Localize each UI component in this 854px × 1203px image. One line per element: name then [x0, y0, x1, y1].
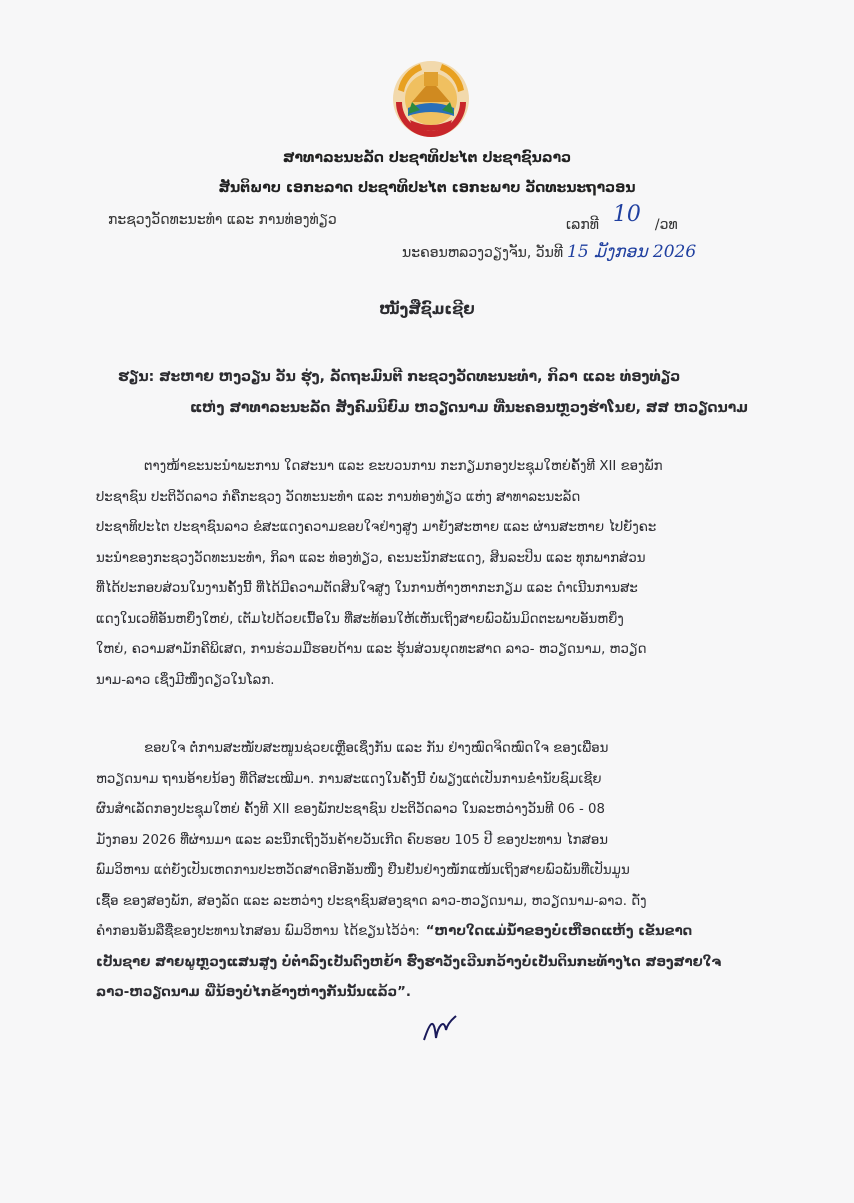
paragraph-line: ໃຫຍ່, ຄວາມສາມັກຄີພິເສດ, ການຮ່ວມມືຮອບດ້ານ ແລະ ຮຸ້ນສ່ວນຍຸດທະສາດ ລາວ- ຫວຽດນາມ, ຫວຽດ	[96, 642, 647, 657]
quote-line: “ຫາບໃດແມ່ນ້ຳຂອງບໍ່ເຫືອດແຫ້ງ ເຂັນຂາດ	[425, 924, 693, 939]
paragraph-line: ເຊື້ອ ຂອງສອງພັກ, ສອງລັດ ແລະ ລະຫວ່າງ ປະຊາຊົນສອງຊາດ ລາວ-ຫວຽດນາມ, ຫວຽດນາມ-ລາວ. ດັ່ງ	[96, 893, 647, 909]
paragraph-line: ຕາງໜ້າຂະນະນຳພະການ ໃດສະນາ ແລະ ຂະບວນການ ກະກຽມກອງປະຊຸມໃຫຍ່ຄັ້ງທີ XII ຂອງພັກ	[144, 459, 663, 474]
paragraph-line: ປະຊາທິປະໄຕ ປະຊາຊົນລາວ ຂໍສະແດງຄວາມຂອບໃຈຢ່າງສູງ ມາຍັງສະຫາຍ ແລະ ຜ່ານສະຫາຍ ໄປຍັງຄະ	[96, 520, 657, 535]
national-motto: ສັນຕິພາບ ເອກະລາດ ປະຊາທິປະໄຕ ເອກະພາບ ວັດທະນະຖາວອນ	[218, 180, 636, 196]
quote-intro: ຄຳກອນອັນລືຊື່ຂອງປະທານໄກສອນ ພົມວິຫານ ໄດ້ຂຽນໄວ້ວ່າ:	[96, 924, 420, 939]
addressee-line-2: ແຫ່ງ ສາທາລະນະລັດ ສັງຄົມນິຍົມ ຫວຽດນາມ ທີ່ນະຄອນຫຼວງຮ່າໂນຍ, ສສ ຫວຽດນາມ	[190, 400, 748, 416]
number-label: ເລກທີ	[566, 217, 599, 233]
paragraph-line: ຂອບໃຈ ຕໍ່ການສະໜັບສະໜູນຊ່ວຍເຫຼືອເຊິ່ງກັນ ແລະ ກັນ ຢ່າງໝົດຈິດໝົດໃຈ ຂອງເພື່ອນ	[144, 741, 609, 756]
initials-signature-icon	[420, 1012, 460, 1046]
country-name: ສາທາລະນະລັດ ປະຊາທິປະໄຕ ປະຊາຊົນລາວ	[282, 150, 572, 166]
quote-line: ລາວ-ຫວຽດນາມ ພີ່ນ້ອງບໍ່ໄກຂ້າງຫ່າງກັນນັ້ນແລ້ວ”.	[96, 985, 411, 1000]
paragraph-line: ແດງໃນເວທີອັນຫຍິ່ງໃຫຍ່, ເຕັມໄປດ້ວຍເນື້ອໃນ ທີ່ສະທ້ອນໃຫ້ເຫັນເຖິງສາຍພົວພັນມິດຕະພາບອັນຫຍິ່ງ	[96, 611, 624, 627]
date-value: 15 ມັງກອນ 2026	[567, 242, 697, 262]
paragraph-line: ທີ່ໄດ້ປະກອບສ່ວນໃນງານຄັ້ງນີ້ ທີ່ໄດ້ມີຄວາມຕັດສິນໃຈສູງ ໃນການຫ້າງຫາກະກຽມ ແລະ ດຳເນີນການສະ	[96, 581, 638, 596]
quote-line: ເປັນຊາຍ ສາຍພູຫຼວງແສນສູງ ບໍ່ຕ່ຳລົງເປັນດົງຫຍ້າ ຮົ່ງຮາວັງເວີນກວ້າງບໍ່ເປັນດິນກະທ້າງໄດ ສອງສາຍໃຈ	[96, 954, 722, 970]
paragraph-2	[96, 734, 760, 1009]
document-title: ໜັງສືຊົມເຊີຍ	[379, 300, 475, 318]
paragraph-line: ມັງກອນ 2026 ທີ່ຜ່ານມາ ແລະ ລະນຶກເຖິງວັນຄ້າຍວັນເກີດ ຄົບຮອບ 105 ປີ ຂອງປະທານ ໄກສອນ	[96, 832, 609, 848]
addressee-block	[118, 362, 758, 424]
paragraph-line: ພົມວິຫານ ແຕ່ຍັງເປັນເຫດການປະຫວັດສາດອີກອັນໜຶ່ງ ຢືນຢັນຢ່າງໜັກແໜ້ນເຖິງສາຍພົວພັນທີ່ເປັນມູນ	[96, 863, 630, 878]
number-value: 10	[612, 202, 641, 227]
number-suffix: /ວທ	[654, 217, 678, 233]
paragraph-line: ຫວຽດນາມ ຖານອ້າຍນ້ອງ ທີ່ດີສະເໝີມາ. ການສະແດງໃນຄັ້ງນີ້ ບໍ່ພຽງແຕ່ເປັນການຂ່ຳນັບຊົມເຊີຍ	[96, 771, 602, 787]
paragraph-1	[96, 452, 760, 696]
document-number	[566, 202, 678, 235]
date-label: ນະຄອນຫລວງວຽງຈັນ, ວັນທີ	[402, 245, 563, 261]
paragraph-line	[96, 917, 760, 948]
paragraph-line: ປະຊາຊົນ ປະຕິວັດລາວ ກໍຄືກະຊວງ ວັດທະນະທຳ ແລະ ການທ່ອງທ່ຽວ ແຫ່ງ ສາທາລະນະລັດ	[96, 489, 581, 505]
paragraph-line: ນະນຳຂອງກະຊວງວັດທະນະທຳ, ກິລາ ແລະ ທ່ອງທ່ຽວ, ຄະນະນັກສະແດງ, ສິນລະປິນ ແລະ ທຸກພາກສ່ວນ	[96, 550, 646, 566]
addressee-line-1: ຮຽນ: ສະຫາຍ ຫງວຽນ ວັນ ຮຸ່ງ, ລັດຖະມົນຕີ ກະຊວງວັດທະນະທຳ, ກິລາ ແລະ ທ່ອງທ່ຽວ	[118, 369, 681, 385]
national-emblem-icon	[390, 58, 472, 140]
paragraph-line: ນາມ-ລາວ ເຊິ່ງມີໜຶ່ງດຽວໃນໂລກ.	[96, 672, 275, 688]
paragraph-line: ຜົນສຳເລັດກອງປະຊຸມໃຫຍ່ ຄັ້ງທີ XII ຂອງພັກປະຊາຊົນ ປະຕິວັດລາວ ໃນລະຫວ່າງວັນທີ 06 - 08	[96, 802, 605, 817]
issuing-ministry: ກະຊວງວັດທະນະທຳ ແລະ ການທ່ອງທ່ຽວ	[108, 212, 337, 228]
document-date	[402, 242, 696, 262]
